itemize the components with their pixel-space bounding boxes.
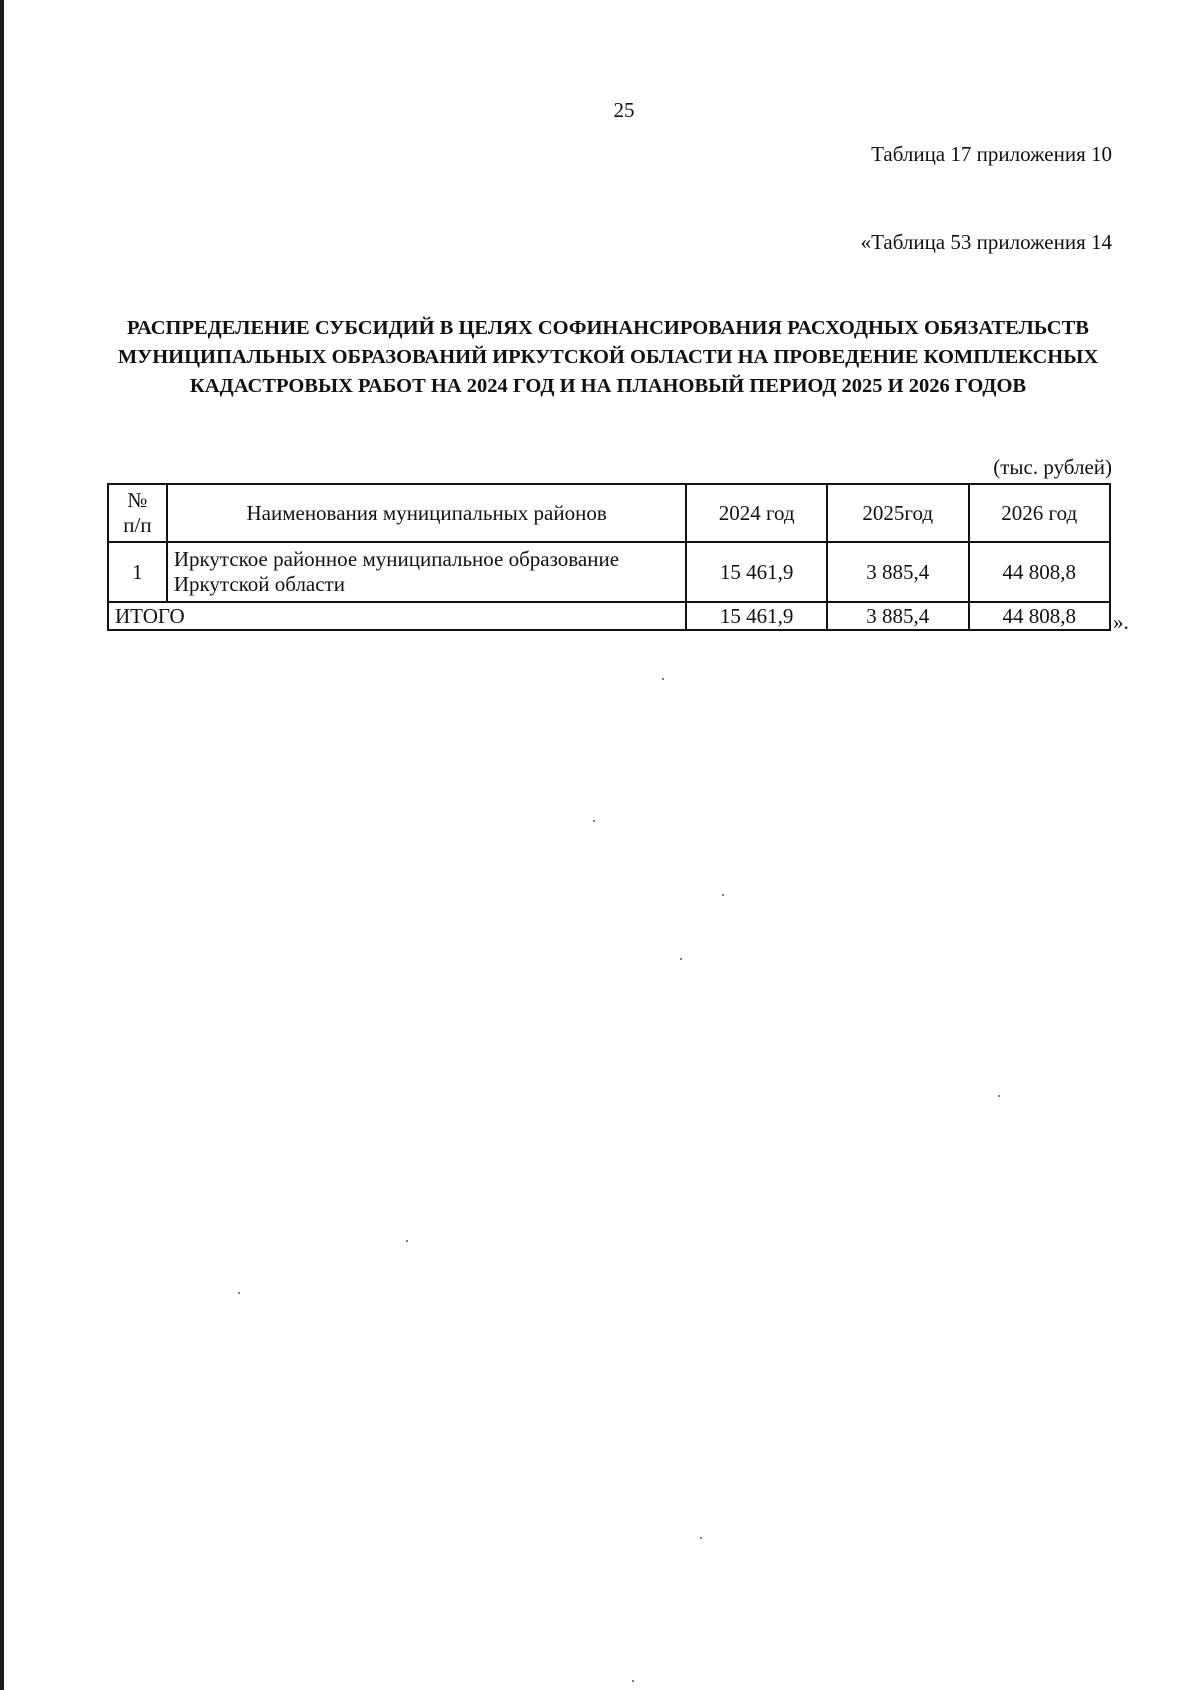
units-note: (тыс. рублей) bbox=[993, 455, 1112, 479]
header-name: Наименования муниципальных районов bbox=[167, 484, 687, 542]
table-total-row bbox=[108, 602, 1110, 630]
scan-speck bbox=[406, 1240, 408, 1242]
header-number-line1: № bbox=[127, 488, 148, 512]
scan-speck bbox=[662, 678, 664, 680]
subsidy-table bbox=[107, 483, 1111, 631]
total-2025: 3 885,4 bbox=[827, 602, 969, 630]
total-label: ИТОГО bbox=[108, 602, 686, 630]
total-2026: 44 808,8 bbox=[969, 602, 1111, 630]
row-2024: 15 461,9 bbox=[686, 542, 826, 602]
header-2026: 2026 год bbox=[969, 484, 1111, 542]
scan-speck bbox=[632, 1680, 634, 1682]
scan-speck bbox=[998, 1095, 1000, 1097]
table-header-row bbox=[108, 484, 1110, 542]
inner-table-reference: «Таблица 53 приложения 14 bbox=[860, 230, 1112, 254]
scan-speck bbox=[238, 1292, 240, 1294]
document-title: РАСПРЕДЕЛЕНИЕ СУБСИДИЙ В ЦЕЛЯХ СОФИНАНСИРОВАНИЯ РАСХОДНЫХ ОБЯЗАТЕЛЬСТВ МУНИЦИПАЛЬНЫХ ОБРАЗОВАНИЙ ИРКУТСКОЙ ОБЛАСТИ НА ПРОВЕДЕНИЕ КОМПЛЕКСНЫХ КАДАСТРОВЫХ РАБОТ НА 2024 ГОД И НА ПЛАНОВЫЙ ПЕРИОД 2025 И 2026 ГОДОВ bbox=[117, 317, 1099, 397]
table-reference: Таблица 17 приложения 10 bbox=[871, 142, 1112, 166]
scan-speck bbox=[700, 1537, 702, 1539]
header-2025: 2025год bbox=[827, 484, 969, 542]
closing-quote-mark: ». bbox=[1113, 610, 1129, 634]
scan-speck bbox=[680, 958, 682, 960]
header-2024: 2024 год bbox=[686, 484, 826, 542]
header-number-line2: п/п bbox=[123, 513, 152, 537]
scan-speck bbox=[722, 894, 724, 896]
scan-speck bbox=[593, 820, 595, 822]
row-2026: 44 808,8 bbox=[969, 542, 1111, 602]
row-2025: 3 885,4 bbox=[827, 542, 969, 602]
row-number: 1 bbox=[108, 542, 167, 602]
header-number bbox=[108, 484, 167, 542]
row-name: Иркутское районное муниципальное образование Иркутской области bbox=[167, 542, 687, 602]
table-row bbox=[108, 542, 1110, 602]
total-2024: 15 461,9 bbox=[686, 602, 826, 630]
scan-edge-border bbox=[0, 0, 4, 1690]
page-number: 25 bbox=[613, 98, 635, 122]
